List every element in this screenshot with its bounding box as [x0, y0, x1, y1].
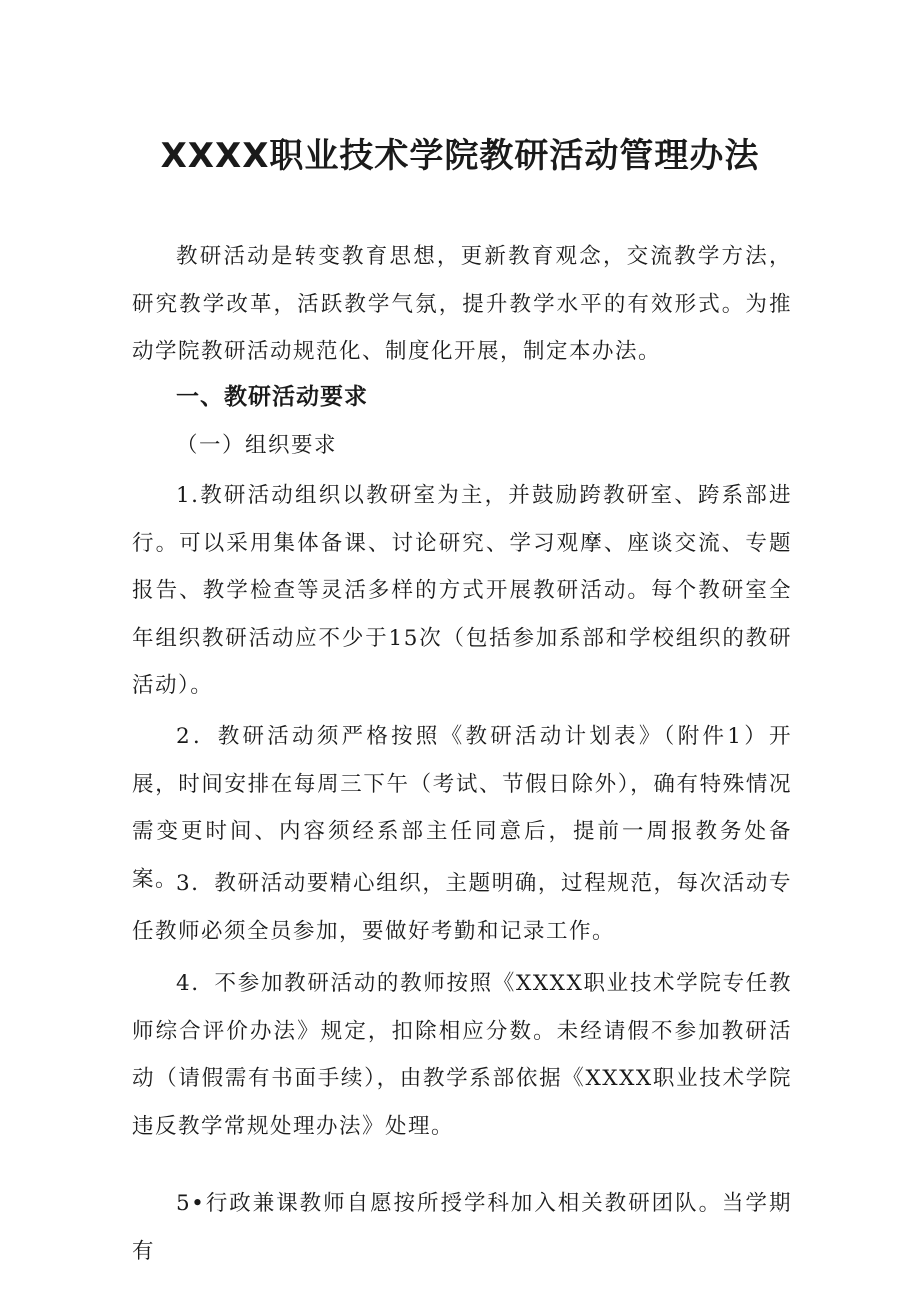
section-heading: 一、教研活动要求 [176, 384, 368, 410]
list-item-5: 5•行政兼课教师自愿按所授学科加入相关教研团队。当学期有 [132, 1191, 792, 1264]
list-item-4: 4．不参加教研活动的教师按照《XXXX职业技术学院专任教师综合评价办法》规定，扣除相应分数。未经请假不参加教研活动（请假需有书面手续），由教学系部依据《XXXX职业技术学院违反教学常规处理办法》处理。 [132, 971, 792, 1139]
list-item-1: 1.教研活动组织以教研室为主，并鼓励跨教研室、跨系部进行。可以采用集体备课、讨论研究、学习观摩、座谈交流、专题报告、教学检查等灵活多样的方式开展教研活动。每个教研室全年组织教研活动应不少于15次（包括参加系部和学校组织的教研活动）。 [132, 483, 792, 698]
intro-paragraph: 教研活动是转变教育思想，更新教育观念，交流教学方法，研究教学改革，活跃教学气氛，提升教学水平的有效形式。为推动学院教研活动规范化、制度化开展，制定本办法。 [132, 244, 792, 364]
list-item-3: 3．教研活动要精心组织，主题明确，过程规范，每次活动专任教师必须全员参加，要做好考勤和记录工作。 [132, 871, 792, 944]
list-item-2: 2．教研活动须严格按照《教研活动计划表》（附件1）开展，时间安排在每周三下午（考试、节假日除外），确有特殊情况需变更时间、内容须经系部主任同意后，提前一周报教务处备案。 [132, 724, 792, 892]
document-title: XXXX职业技术学院教研活动管理办法 [160, 136, 760, 176]
subsection-heading: （一）组织要求 [176, 433, 338, 458]
